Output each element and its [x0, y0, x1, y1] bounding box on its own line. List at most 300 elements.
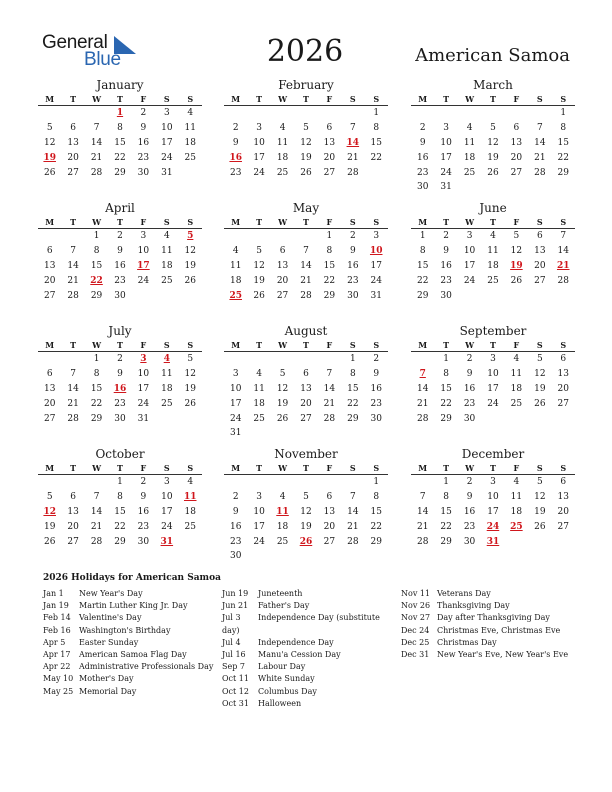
day: 2 [140, 477, 147, 487]
holiday-date: Apr 22 [43, 662, 71, 672]
holiday-name: Christmas Eve, Christmas Eve [437, 625, 561, 635]
holiday-name: Independence Day [258, 637, 334, 647]
day: 30 [463, 536, 476, 547]
day: 1 [443, 354, 449, 364]
day: 14 [416, 506, 429, 517]
day: 4 [279, 122, 286, 133]
empty-day [318, 352, 341, 367]
holiday-name: Juneteenth [258, 589, 303, 598]
weekday-header: M [38, 339, 61, 352]
day: 28 [557, 275, 569, 286]
day: 15 [90, 260, 103, 271]
empty-day [224, 352, 247, 367]
day: 19 [300, 521, 312, 532]
holiday-name: New Year's Day [79, 589, 143, 598]
day: 16 [137, 137, 150, 148]
day: 2 [117, 354, 123, 364]
day: 4 [466, 122, 473, 133]
day: 9 [373, 368, 380, 379]
day: 23 [440, 275, 452, 286]
day: 25 [184, 521, 196, 532]
holiday-row [401, 649, 576, 661]
empty-day [505, 106, 528, 121]
day: 28 [323, 413, 336, 424]
weekday-header: M [411, 93, 434, 106]
weekday-header: S [179, 216, 202, 229]
holiday-day: 25 [510, 521, 523, 532]
empty-day [247, 229, 270, 244]
day: 17 [370, 260, 382, 271]
day: 1 [373, 477, 380, 487]
empty-day [61, 229, 84, 244]
day: 3 [443, 122, 449, 133]
day: 12 [184, 245, 196, 256]
month-name: January [96, 78, 144, 92]
day: 22 [323, 275, 336, 286]
day: 21 [90, 521, 103, 532]
holiday-name: Thanksgiving Day [437, 601, 510, 611]
holiday-date: Oct 11 [222, 674, 249, 684]
weekday-header: W [85, 93, 108, 106]
day: 20 [67, 152, 79, 163]
day: 10 [487, 491, 499, 502]
day: 23 [114, 398, 126, 409]
day: 4 [232, 245, 239, 256]
weekday-header: S [552, 216, 575, 229]
day: 21 [347, 521, 359, 532]
day: 24 [229, 413, 242, 424]
day: 1 [373, 108, 380, 118]
day: 18 [510, 383, 523, 394]
day: 7 [70, 245, 76, 256]
day: 5 [46, 491, 53, 502]
day: 21 [323, 398, 336, 409]
day: 29 [440, 413, 452, 424]
day: 18 [463, 152, 476, 163]
weekday-header: T [108, 462, 131, 475]
weekday-header: T [61, 216, 84, 229]
day: 20 [67, 521, 79, 532]
day: 6 [279, 245, 286, 256]
holiday-day: 12 [43, 506, 56, 517]
holiday-row [222, 588, 397, 600]
day: 1 [419, 231, 426, 241]
holiday-name: Day after Thanksgiving Day [437, 613, 550, 623]
holiday-name: Valentine's Day [79, 613, 142, 623]
day: 6 [326, 491, 333, 502]
day: 24 [440, 167, 452, 178]
holiday-date: day) [222, 625, 240, 635]
day: 29 [370, 536, 382, 547]
day: 14 [90, 506, 103, 517]
day: 22 [416, 275, 429, 286]
empty-day [85, 475, 108, 490]
weekday-header: W [458, 462, 481, 475]
holiday-day: 22 [90, 275, 103, 286]
weekday-header: W [271, 339, 294, 352]
day: 18 [276, 521, 289, 532]
day: 14 [300, 260, 312, 271]
holiday-row [222, 612, 397, 624]
holiday-row [401, 588, 576, 600]
weekday-header: S [528, 339, 551, 352]
day: 29 [114, 167, 126, 178]
day: 31 [370, 290, 382, 301]
day: 24 [137, 398, 150, 409]
holiday-row [222, 686, 397, 698]
weekday-header: F [505, 339, 528, 352]
empty-day [294, 106, 317, 121]
day: 26 [534, 521, 546, 532]
holiday-day: 19 [43, 152, 56, 163]
holidays-title: 2026 Holidays for American Samoa [43, 573, 221, 583]
day: 22 [440, 521, 452, 532]
holiday-name: Father's Day [258, 601, 310, 611]
empty-day [341, 106, 364, 121]
month-february [224, 78, 388, 180]
day: 9 [140, 122, 147, 133]
holiday-row [222, 600, 397, 612]
empty-day [224, 475, 247, 490]
day: 13 [67, 506, 79, 517]
day: 26 [43, 536, 56, 547]
day: 10 [253, 137, 265, 148]
day: 29 [90, 413, 103, 424]
weekday-header: S [552, 462, 575, 475]
day: 27 [510, 167, 523, 178]
weekday-header: F [318, 462, 341, 475]
day: 17 [487, 506, 499, 517]
month-name: March [473, 78, 513, 92]
holiday-row [43, 649, 218, 661]
month-name: August [284, 324, 328, 338]
day: 8 [419, 245, 426, 256]
holiday-date: Nov 11 [401, 589, 431, 598]
day: 13 [534, 245, 546, 256]
day: 6 [46, 368, 53, 379]
day: 27 [67, 536, 79, 547]
day: 23 [114, 275, 126, 286]
holiday-row [222, 637, 397, 649]
empty-day [318, 106, 341, 121]
day: 7 [303, 245, 309, 256]
day: 25 [161, 398, 173, 409]
day: 2 [117, 231, 123, 241]
day: 1 [349, 354, 356, 364]
holiday-date: Nov 26 [401, 601, 431, 611]
day: 5 [303, 122, 309, 133]
month-name: September [459, 324, 527, 338]
empty-day [271, 475, 294, 490]
weekday-header: S [341, 462, 364, 475]
day: 11 [510, 368, 523, 379]
weekday-header: F [318, 93, 341, 106]
day: 4 [490, 231, 496, 241]
holiday-name: New Year's Eve, New Year's Eve [437, 649, 569, 659]
holiday-name: Manu'a Cession Day [258, 649, 341, 659]
weekday-header: T [481, 462, 504, 475]
day: 16 [370, 383, 382, 394]
day: 7 [349, 491, 356, 502]
holiday-day: 17 [137, 260, 150, 271]
empty-day [61, 352, 84, 367]
weekday-header: T [294, 339, 317, 352]
day: 7 [536, 122, 543, 133]
day: 1 [93, 354, 100, 364]
day: 30 [463, 413, 476, 424]
day: 13 [43, 383, 56, 394]
holiday-day: 31 [160, 536, 174, 547]
holiday-day: 26 [299, 536, 313, 547]
day: 2 [232, 122, 239, 133]
weekday-header: F [132, 462, 155, 475]
weekday-header: T [247, 93, 270, 106]
weekday-header: M [224, 93, 247, 106]
day: 29 [90, 290, 103, 301]
day: 3 [256, 122, 262, 133]
weekday-header: W [85, 339, 108, 352]
day: 3 [373, 231, 380, 241]
day: 8 [373, 491, 380, 502]
day: 22 [90, 398, 103, 409]
day: 26 [487, 167, 499, 178]
day: 28 [347, 536, 359, 547]
weekday-header: S [528, 93, 551, 106]
holiday-day: 11 [276, 506, 289, 517]
empty-day [38, 475, 61, 490]
holiday-date: Jun 21 [222, 601, 249, 611]
day: 28 [90, 167, 103, 178]
holiday-day: 10 [369, 245, 383, 256]
day: 26 [184, 275, 196, 286]
holiday-date: Feb 16 [43, 625, 71, 635]
day: 15 [114, 506, 126, 517]
day: 18 [487, 260, 499, 271]
day: 8 [93, 245, 100, 256]
day: 8 [117, 491, 123, 502]
holiday-row [43, 588, 218, 600]
empty-day [271, 352, 294, 367]
day: 29 [557, 167, 569, 178]
day: 3 [163, 108, 170, 118]
empty-day [481, 106, 504, 121]
day: 25 [487, 275, 499, 286]
holiday-date: Dec 31 [401, 649, 430, 659]
calendar-year: 2026 [266, 34, 344, 69]
day: 18 [276, 152, 289, 163]
day: 16 [347, 260, 359, 271]
holiday-row [43, 637, 218, 649]
day: 17 [487, 383, 499, 394]
weekday-header: M [224, 339, 247, 352]
weekday-header: W [271, 462, 294, 475]
day: 15 [323, 260, 336, 271]
weekday-header: S [179, 93, 202, 106]
day: 19 [276, 398, 289, 409]
month-october [38, 447, 202, 549]
day: 26 [534, 398, 546, 409]
day: 22 [440, 398, 452, 409]
day: 21 [67, 398, 79, 409]
day: 24 [463, 275, 476, 286]
weekday-header: S [552, 93, 575, 106]
day: 10 [253, 506, 265, 517]
day: 3 [232, 368, 239, 379]
day: 26 [510, 275, 523, 286]
empty-day [247, 475, 270, 490]
weekday-header: T [294, 462, 317, 475]
weekday-header: W [271, 93, 294, 106]
day: 23 [370, 398, 382, 409]
day: 9 [140, 491, 147, 502]
day: 22 [557, 152, 569, 163]
day: 15 [416, 260, 429, 271]
holiday-date: Jul 3 [222, 613, 241, 623]
day: 22 [370, 152, 382, 163]
day: 1 [93, 231, 100, 241]
day: 21 [300, 275, 312, 286]
month-june [411, 201, 575, 303]
day: 18 [253, 398, 265, 409]
holiday-row [43, 661, 218, 673]
holiday-name: Halloween [258, 698, 302, 708]
weekday-header: T [61, 339, 84, 352]
day: 21 [416, 398, 429, 409]
day: 10 [440, 137, 452, 148]
day: 27 [300, 413, 312, 424]
weekday-header: S [365, 462, 388, 475]
day: 7 [93, 491, 100, 502]
holiday-day: 11 [183, 491, 197, 502]
holiday-row [222, 625, 397, 637]
day: 15 [440, 506, 452, 517]
day: 7 [349, 122, 356, 133]
day: 24 [253, 536, 265, 547]
day: 12 [534, 368, 546, 379]
empty-day [247, 106, 270, 121]
day: 8 [93, 368, 100, 379]
day: 11 [463, 137, 476, 148]
month-name: February [278, 78, 334, 92]
day: 29 [416, 290, 429, 301]
day: 29 [440, 536, 452, 547]
day: 2 [140, 108, 147, 118]
day: 23 [347, 275, 359, 286]
day: 21 [347, 152, 359, 163]
day: 8 [349, 368, 356, 379]
day: 13 [276, 260, 289, 271]
holiday-day: 4 [163, 354, 170, 364]
logo-blue-text: Blue [84, 49, 121, 70]
day: 19 [534, 383, 546, 394]
day: 12 [300, 506, 312, 517]
day: 25 [161, 275, 173, 286]
day: 16 [463, 383, 476, 394]
day: 20 [510, 152, 523, 163]
day: 26 [253, 290, 265, 301]
day: 21 [534, 152, 546, 163]
day: 2 [466, 477, 473, 487]
day: 20 [557, 506, 569, 517]
weekday-header: F [132, 93, 155, 106]
weekday-header: M [38, 216, 61, 229]
day: 27 [43, 413, 56, 424]
day: 27 [557, 521, 569, 532]
day: 19 [253, 275, 265, 286]
holiday-name: Christmas Day [437, 637, 497, 647]
empty-day [294, 352, 317, 367]
weekday-header: T [108, 339, 131, 352]
weekday-header: M [224, 462, 247, 475]
day: 9 [117, 368, 123, 379]
day: 19 [43, 521, 56, 532]
day: 14 [534, 137, 546, 148]
day: 14 [90, 137, 103, 148]
day: 28 [90, 536, 103, 547]
day: 13 [43, 260, 56, 271]
day: 12 [300, 137, 312, 148]
holiday-row [222, 649, 397, 661]
holiday-row [222, 661, 397, 673]
holiday-date: Dec 24 [401, 625, 430, 635]
day: 4 [279, 491, 286, 502]
empty-day [247, 352, 270, 367]
day: 24 [253, 167, 265, 178]
day: 6 [303, 368, 309, 379]
month-december [411, 447, 575, 549]
empty-day [434, 106, 457, 121]
holiday-date: Jul 4 [222, 637, 241, 647]
day: 24 [161, 521, 173, 532]
day: 30 [137, 167, 150, 178]
holiday-row [43, 612, 218, 624]
holiday-name: Mother's Day [79, 674, 134, 684]
weekday-header: T [481, 216, 504, 229]
day: 16 [229, 521, 242, 532]
day: 14 [67, 260, 79, 271]
day: 6 [513, 122, 520, 133]
day: 19 [487, 152, 499, 163]
month-may [224, 201, 388, 303]
month-name: November [274, 447, 338, 461]
empty-day [61, 106, 84, 121]
month-name: December [461, 447, 525, 461]
weekday-header: S [155, 93, 178, 106]
day: 27 [557, 398, 569, 409]
weekday-header: S [528, 216, 551, 229]
day: 17 [161, 137, 173, 148]
day: 20 [323, 152, 336, 163]
weekday-header: T [481, 339, 504, 352]
day: 20 [534, 260, 546, 271]
holiday-name [258, 625, 397, 637]
day: 7 [326, 368, 333, 379]
day: 19 [184, 383, 196, 394]
weekday-header: M [38, 93, 61, 106]
day: 28 [67, 413, 79, 424]
day: 10 [161, 491, 173, 502]
holiday-day: 21 [556, 260, 570, 271]
weekday-header: W [458, 216, 481, 229]
day: 11 [253, 383, 265, 394]
weekday-header: T [108, 216, 131, 229]
holiday-name: Columbus Day [258, 686, 317, 696]
weekday-header: M [411, 462, 434, 475]
day: 16 [416, 152, 429, 163]
day: 24 [137, 275, 150, 286]
day: 11 [184, 122, 196, 133]
day: 16 [114, 260, 126, 271]
